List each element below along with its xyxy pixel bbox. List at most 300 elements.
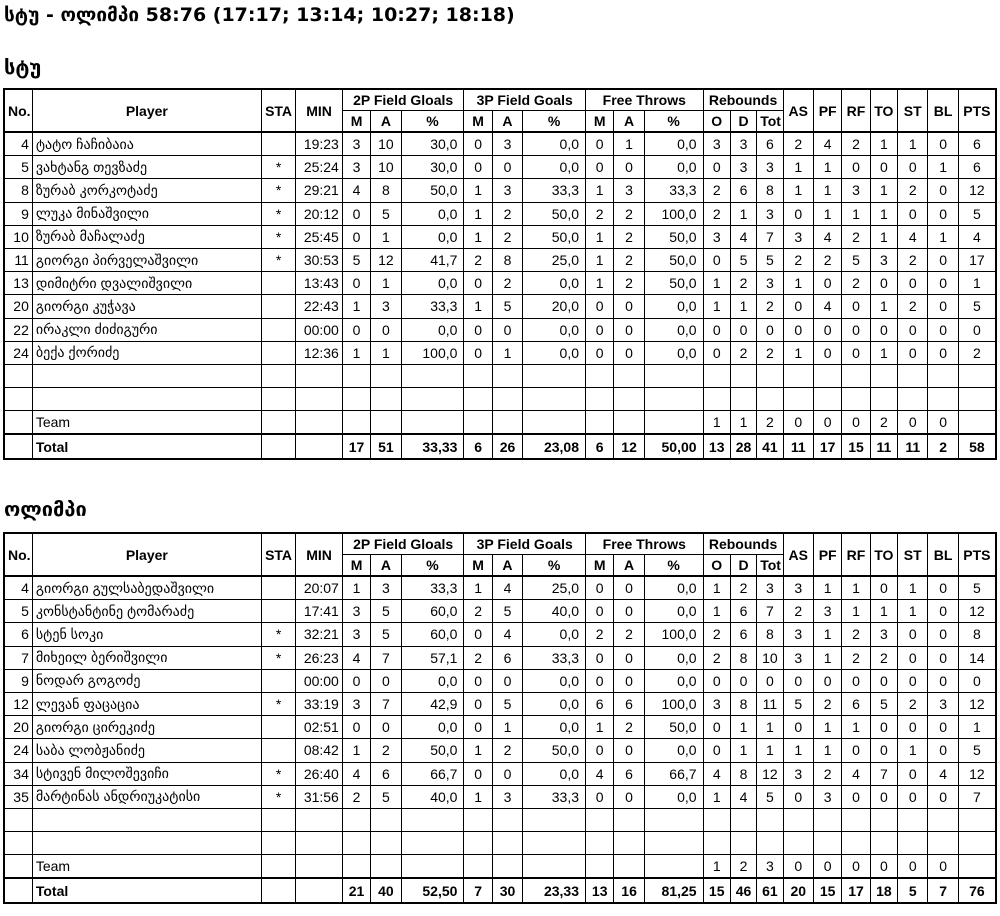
table-row xyxy=(4,600,996,623)
stat-pf: 3 xyxy=(813,785,841,808)
minutes: 17:41 xyxy=(296,600,343,623)
player-name: მარტინას ანდრიუკატისი xyxy=(32,785,261,808)
player-number xyxy=(4,411,32,435)
header-percent: % xyxy=(401,555,464,577)
stat-p3: 50,0 xyxy=(523,225,586,248)
stat-tot: 11 xyxy=(757,692,783,715)
stat-st: 0 xyxy=(898,646,928,669)
stat-to: 1 xyxy=(870,600,897,623)
header-pf: PF xyxy=(813,89,841,132)
total-rf: 17 xyxy=(842,878,870,902)
starter-mark xyxy=(261,832,295,855)
stat-pf xyxy=(813,808,841,831)
player-name: Team xyxy=(32,411,261,435)
stat-m3: 0 xyxy=(464,623,492,646)
stat-to: 1 xyxy=(870,132,897,156)
player-number: 9 xyxy=(4,202,32,225)
starter-mark xyxy=(261,295,295,318)
stat-pf: 1 xyxy=(813,202,841,225)
stat-mf: 0 xyxy=(586,739,614,762)
stat-pf xyxy=(813,832,841,855)
stat-st: 0 xyxy=(898,623,928,646)
header-st: ST xyxy=(898,89,928,132)
total-st: 5 xyxy=(898,878,928,902)
stat-tot: 2 xyxy=(757,295,783,318)
stat-mf: 0 xyxy=(586,132,614,156)
header-made: M xyxy=(464,555,492,577)
stat-st: 0 xyxy=(898,202,928,225)
stat-m2: 0 xyxy=(342,225,370,248)
stat-o: 2 xyxy=(703,202,730,225)
stat-p3 xyxy=(523,411,586,435)
header-defensive: D xyxy=(730,111,756,133)
stat-rf: 1 xyxy=(842,202,870,225)
stat-m2: 3 xyxy=(342,156,370,179)
stat-pf: 0,0 xyxy=(644,646,703,669)
stat-m2: 4 xyxy=(342,762,370,785)
header-player: Player xyxy=(32,89,261,132)
stat-pts: 7 xyxy=(958,785,996,808)
stat-p3: 0,0 xyxy=(523,669,586,692)
stat-as xyxy=(783,364,813,387)
player-name: გიორგი გულსაბედაშვილი xyxy=(32,576,261,600)
stat-as: 0 xyxy=(783,318,813,341)
stat-p3: 50,0 xyxy=(523,202,586,225)
stat-pf xyxy=(813,388,841,411)
total-no-cell xyxy=(4,434,32,458)
player-number: 7 xyxy=(4,646,32,669)
stat-pts: 4 xyxy=(958,225,996,248)
header-bl: BL xyxy=(928,89,958,132)
total-d: 28 xyxy=(730,434,756,458)
stat-as: 1 xyxy=(783,156,813,179)
stat-mf: 0 xyxy=(586,576,614,600)
table-row xyxy=(4,692,996,715)
player-name: დიმიტრი დვალიშვილი xyxy=(32,272,261,295)
stat-mf: 2 xyxy=(586,202,614,225)
stat-rf: 0 xyxy=(842,739,870,762)
stat-pf xyxy=(813,364,841,387)
stat-d xyxy=(730,832,756,855)
stat-m3: 0 xyxy=(464,762,492,785)
stat-pts xyxy=(958,855,996,879)
stat-d: 4 xyxy=(730,785,756,808)
table-row xyxy=(4,762,996,785)
stat-to: 0 xyxy=(870,669,897,692)
stat-a3: 5 xyxy=(492,600,522,623)
stat-tot: 2 xyxy=(757,341,783,364)
total-label: Total xyxy=(32,878,261,902)
header-3p-field-goals: 3P Field Goals xyxy=(464,533,586,555)
stat-pf: 3 xyxy=(813,600,841,623)
total-mf: 6 xyxy=(586,434,614,458)
stat-as: 0 xyxy=(783,295,813,318)
stat-a2: 0 xyxy=(371,318,401,341)
stat-pf: 1 xyxy=(813,623,841,646)
table-row xyxy=(4,341,996,364)
stat-m3: 2 xyxy=(464,600,492,623)
stat-as: 3 xyxy=(783,225,813,248)
header-offensive: O xyxy=(703,555,730,577)
stat-pf: 4 xyxy=(813,295,841,318)
stat-o: 0 xyxy=(703,739,730,762)
stat-d: 8 xyxy=(730,692,756,715)
table-row xyxy=(4,855,996,879)
total-rf: 15 xyxy=(842,434,870,458)
stat-m3: 0 xyxy=(464,716,492,739)
stat-pf: 1 xyxy=(813,716,841,739)
table-row xyxy=(4,623,996,646)
player-number: 35 xyxy=(4,785,32,808)
header-percent: % xyxy=(644,111,703,133)
stat-p2: 0,0 xyxy=(401,272,464,295)
stat-pf xyxy=(644,364,703,387)
stat-d: 8 xyxy=(730,762,756,785)
stat-pts: 6 xyxy=(958,132,996,156)
total-to: 18 xyxy=(870,878,897,902)
stat-pf xyxy=(644,388,703,411)
minutes: 13:43 xyxy=(296,272,343,295)
stat-st: 0 xyxy=(898,318,928,341)
total-p2: 33,33 xyxy=(401,434,464,458)
stat-mf: 0 xyxy=(586,341,614,364)
header-free-throws: Free Throws xyxy=(586,89,704,111)
stat-p3: 0,0 xyxy=(523,692,586,715)
starter-mark xyxy=(261,411,295,435)
stat-a3: 6 xyxy=(492,646,522,669)
total-p2: 52,50 xyxy=(401,878,464,902)
stat-a2: 1 xyxy=(371,225,401,248)
table-row xyxy=(4,364,996,387)
player-number: 4 xyxy=(4,576,32,600)
stat-af: 0 xyxy=(614,341,644,364)
header-attempted: A xyxy=(492,111,522,133)
table-row xyxy=(4,156,996,179)
header-pf: PF xyxy=(813,533,841,576)
stat-p2: 50,0 xyxy=(401,179,464,202)
player-name: ნოდარ გოგოძე xyxy=(32,669,261,692)
table-row xyxy=(4,132,996,156)
total-p3: 23,08 xyxy=(523,434,586,458)
stat-mf: 0 xyxy=(586,669,614,692)
stat-st: 1 xyxy=(898,600,928,623)
player-name: ლუკა მინაშვილი xyxy=(32,202,261,225)
stat-mf xyxy=(586,388,614,411)
stat-o xyxy=(703,364,730,387)
starter-mark: * xyxy=(261,248,295,271)
stat-pf: 0,0 xyxy=(644,156,703,179)
stat-p3: 25,0 xyxy=(523,576,586,600)
starter-mark: * xyxy=(261,785,295,808)
stat-pts xyxy=(958,808,996,831)
stat-o xyxy=(703,832,730,855)
stat-o xyxy=(703,808,730,831)
table-row xyxy=(4,576,996,600)
total-no-cell xyxy=(4,878,32,902)
stat-a3: 2 xyxy=(492,225,522,248)
stat-o: 3 xyxy=(703,132,730,156)
stat-st xyxy=(898,808,928,831)
stat-af: 0 xyxy=(614,295,644,318)
player-name xyxy=(32,832,261,855)
stat-rf: 2 xyxy=(842,225,870,248)
stat-st: 0 xyxy=(898,411,928,435)
stat-st: 2 xyxy=(898,179,928,202)
total-pf: 17 xyxy=(813,434,841,458)
total-af: 12 xyxy=(614,434,644,458)
starter-mark xyxy=(261,600,295,623)
stat-to: 1 xyxy=(870,179,897,202)
starter-mark xyxy=(261,318,295,341)
total-a2: 51 xyxy=(371,434,401,458)
stat-pf: 0,0 xyxy=(644,785,703,808)
stat-a2 xyxy=(371,855,401,879)
stat-st: 4 xyxy=(898,225,928,248)
stat-rf: 0 xyxy=(842,341,870,364)
total-af: 16 xyxy=(614,878,644,902)
total-sta-cell xyxy=(261,434,295,458)
starter-mark xyxy=(261,272,295,295)
stat-mf: 0 xyxy=(586,295,614,318)
stat-st: 0 xyxy=(898,716,928,739)
stat-tot: 5 xyxy=(757,248,783,271)
player-number: 5 xyxy=(4,156,32,179)
stat-d: 1 xyxy=(730,716,756,739)
total-pf: 81,25 xyxy=(644,878,703,902)
stat-p3: 0,0 xyxy=(523,716,586,739)
player-name xyxy=(32,808,261,831)
stat-pf: 0 xyxy=(813,855,841,879)
stat-af: 0 xyxy=(614,646,644,669)
total-row xyxy=(4,434,996,458)
stat-pf: 0 xyxy=(813,272,841,295)
stat-p3: 40,0 xyxy=(523,600,586,623)
stat-rf xyxy=(842,808,870,831)
total-as: 11 xyxy=(783,434,813,458)
stat-o: 2 xyxy=(703,623,730,646)
stat-a3: 3 xyxy=(492,132,522,156)
stat-to: 1 xyxy=(870,202,897,225)
stat-bl: 0 xyxy=(928,341,958,364)
total-m2: 17 xyxy=(342,434,370,458)
stat-as: 2 xyxy=(783,132,813,156)
stat-rf: 0 xyxy=(842,295,870,318)
header-attempted: A xyxy=(371,111,401,133)
stat-a2: 2 xyxy=(371,739,401,762)
stat-pts: 12 xyxy=(958,692,996,715)
stat-p2: 30,0 xyxy=(401,132,464,156)
stat-pf: 0,0 xyxy=(644,295,703,318)
stat-as xyxy=(783,832,813,855)
stat-d: 6 xyxy=(730,623,756,646)
stat-tot: 3 xyxy=(757,272,783,295)
total-tot: 41 xyxy=(757,434,783,458)
player-number: 4 xyxy=(4,132,32,156)
stat-af xyxy=(614,808,644,831)
stat-rf: 6 xyxy=(842,692,870,715)
stat-p2 xyxy=(401,411,464,435)
stat-p3: 0,0 xyxy=(523,272,586,295)
minutes: 32:21 xyxy=(296,623,343,646)
stat-pf: 0,0 xyxy=(644,600,703,623)
total-o: 15 xyxy=(703,878,730,902)
stat-tot xyxy=(757,364,783,387)
stat-m2 xyxy=(342,411,370,435)
stat-to: 7 xyxy=(870,762,897,785)
stat-af: 2 xyxy=(614,716,644,739)
header-made: M xyxy=(586,555,614,577)
minutes xyxy=(296,388,343,411)
stat-tot: 3 xyxy=(757,202,783,225)
player-name xyxy=(32,388,261,411)
stat-as: 0 xyxy=(783,716,813,739)
stat-a2: 8 xyxy=(371,179,401,202)
player-name: ბექა ქორიძე xyxy=(32,341,261,364)
stat-a3: 0 xyxy=(492,318,522,341)
stat-tot: 3 xyxy=(757,156,783,179)
stat-a2: 0 xyxy=(371,716,401,739)
header-total-rebounds: Tot xyxy=(757,555,783,577)
stat-tot: 8 xyxy=(757,623,783,646)
stat-mf xyxy=(586,364,614,387)
stat-a3: 0 xyxy=(492,762,522,785)
stat-m2: 0 xyxy=(342,202,370,225)
stat-pf: 50,0 xyxy=(644,272,703,295)
stat-pts xyxy=(958,832,996,855)
minutes: 26:23 xyxy=(296,646,343,669)
stat-pf: 0,0 xyxy=(644,341,703,364)
player-number: 11 xyxy=(4,248,32,271)
stat-p3: 33,3 xyxy=(523,646,586,669)
header-made: M xyxy=(342,555,370,577)
stat-as: 1 xyxy=(783,739,813,762)
stat-bl: 0 xyxy=(928,132,958,156)
stat-a3: 1 xyxy=(492,716,522,739)
starter-mark: * xyxy=(261,202,295,225)
stat-as: 0 xyxy=(783,202,813,225)
stat-pf: 4 xyxy=(813,132,841,156)
stat-d: 1 xyxy=(730,411,756,435)
stat-m3: 1 xyxy=(464,202,492,225)
total-pts: 58 xyxy=(958,434,996,458)
stat-m3: 2 xyxy=(464,646,492,669)
player-name: ტატო ჩაჩიბაია xyxy=(32,132,261,156)
stat-m3: 1 xyxy=(464,576,492,600)
stat-to: 3 xyxy=(870,248,897,271)
header-pts: PTS xyxy=(958,89,996,132)
stat-d: 6 xyxy=(730,600,756,623)
stat-bl: 0 xyxy=(928,295,958,318)
stat-mf: 0 xyxy=(586,646,614,669)
stat-d: 2 xyxy=(730,855,756,879)
stat-m3 xyxy=(464,855,492,879)
minutes xyxy=(296,832,343,855)
stat-to: 5 xyxy=(870,692,897,715)
stat-mf xyxy=(586,855,614,879)
header-rebounds: Rebounds xyxy=(703,89,783,111)
total-row xyxy=(4,878,996,902)
stat-m2: 1 xyxy=(342,739,370,762)
stat-a2 xyxy=(371,388,401,411)
player-number: 8 xyxy=(4,179,32,202)
stat-a2 xyxy=(371,364,401,387)
stat-rf: 2 xyxy=(842,132,870,156)
stat-mf: 1 xyxy=(586,179,614,202)
starter-mark: * xyxy=(261,156,295,179)
stat-pf: 50,0 xyxy=(644,248,703,271)
team-name-away: ოლიმპი xyxy=(4,497,87,521)
header-3p-field-goals: 3P Field Goals xyxy=(464,89,586,111)
stat-as: 1 xyxy=(783,272,813,295)
stat-a2: 0 xyxy=(371,669,401,692)
table-row xyxy=(4,272,996,295)
stat-o: 2 xyxy=(703,179,730,202)
stat-pts: 8 xyxy=(958,623,996,646)
stat-o: 1 xyxy=(703,855,730,879)
table-row xyxy=(4,785,996,808)
starter-mark xyxy=(261,808,295,831)
stat-p2: 33,3 xyxy=(401,295,464,318)
stat-a2: 1 xyxy=(371,272,401,295)
stat-as: 5 xyxy=(783,692,813,715)
minutes: 30:53 xyxy=(296,248,343,271)
stat-to: 1 xyxy=(870,341,897,364)
stat-bl: 0 xyxy=(928,411,958,435)
stat-tot: 5 xyxy=(757,785,783,808)
stat-to: 3 xyxy=(870,623,897,646)
stat-m2: 0 xyxy=(342,716,370,739)
stat-p3: 20,0 xyxy=(523,295,586,318)
total-sta-cell xyxy=(261,878,295,902)
stat-as: 0 xyxy=(783,669,813,692)
table-row xyxy=(4,202,996,225)
stat-m2 xyxy=(342,808,370,831)
stat-pts: 0 xyxy=(958,318,996,341)
stat-tot: 7 xyxy=(757,600,783,623)
header-percent: % xyxy=(644,555,703,577)
stat-m3: 0 xyxy=(464,132,492,156)
stat-tot: 8 xyxy=(757,179,783,202)
total-label: Total xyxy=(32,434,261,458)
header-to: TO xyxy=(870,89,897,132)
stat-a3 xyxy=(492,388,522,411)
stat-st: 2 xyxy=(898,295,928,318)
header-attempted: A xyxy=(614,111,644,133)
stat-m3: 0 xyxy=(464,692,492,715)
stat-p3: 0,0 xyxy=(523,623,586,646)
stat-d xyxy=(730,808,756,831)
stat-pf xyxy=(644,808,703,831)
stat-o: 0 xyxy=(703,318,730,341)
stat-p2: 0,0 xyxy=(401,669,464,692)
stat-pf: 0 xyxy=(813,318,841,341)
minutes: 26:40 xyxy=(296,762,343,785)
starter-mark xyxy=(261,716,295,739)
stat-af: 6 xyxy=(614,762,644,785)
stat-p3 xyxy=(523,855,586,879)
stat-rf: 0 xyxy=(842,411,870,435)
stat-a2: 5 xyxy=(371,623,401,646)
player-number: 22 xyxy=(4,318,32,341)
starter-mark xyxy=(261,364,295,387)
stat-pf xyxy=(644,832,703,855)
stat-m2: 2 xyxy=(342,785,370,808)
total-a3: 30 xyxy=(492,878,522,902)
stat-st: 0 xyxy=(898,272,928,295)
stat-pts: 5 xyxy=(958,295,996,318)
header-defensive: D xyxy=(730,555,756,577)
stat-d: 1 xyxy=(730,739,756,762)
